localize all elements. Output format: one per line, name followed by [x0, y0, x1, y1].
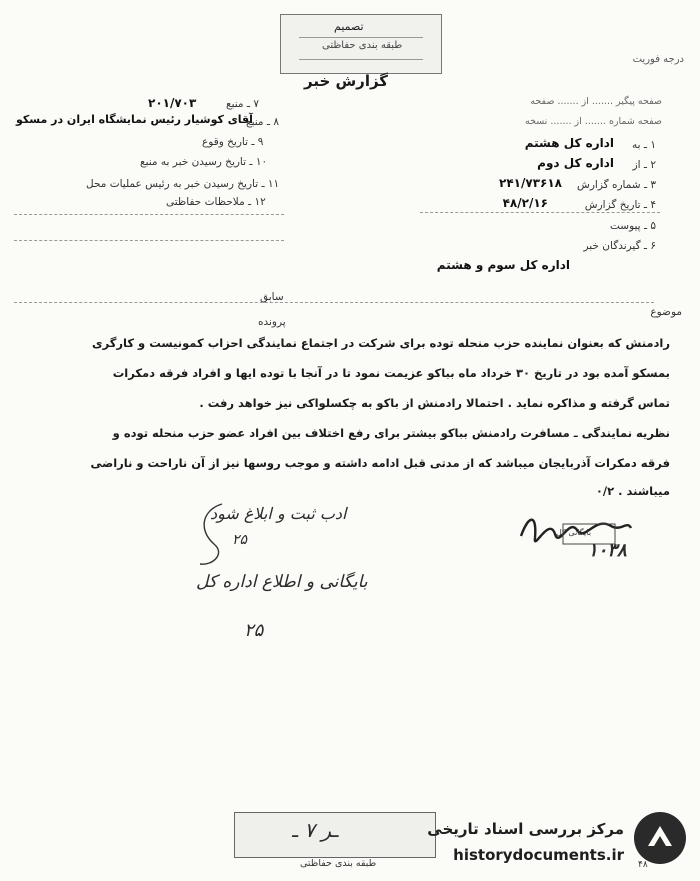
- handwriting-flourish: [192, 500, 232, 570]
- handwritten-note-2: بایگانی و اطلاع اداره کل: [196, 572, 368, 592]
- item3-value: ۲۴۱/۷۳۶۱۸: [499, 176, 562, 190]
- item6-label: ۶ ـ گیرندگان خبر: [583, 240, 656, 252]
- bottom-stamp-text: طبقه بندی حفاظتی: [300, 858, 377, 869]
- body-line-5: فرقه دمکرات آذربایجان میباشد که از مدتی قبل ادامه داشته و موجب روسها نیز از آن ناراحت و ناراضی: [90, 456, 670, 470]
- body-line-3: تماس گرفته و مذاکره نماید . احتمالا رادمنش از باکو به چکسلواکی نیز خواهد رفت .: [199, 396, 670, 410]
- watermark-logo: [634, 812, 686, 864]
- item8-value: آقای کوشیار رئیس نمایشگاه ایران در مسکو: [16, 113, 253, 126]
- body-line-1: رادمنش که بعنوان نماینده حزب منحله توده برای شرکت در اجتماع نمایندگی احزاب کمونیست و کارگری: [92, 336, 670, 350]
- item4-value: ۴۸/۲/۱۶: [502, 196, 548, 210]
- item3-label: ۳ ـ شماره گزارش: [577, 179, 656, 191]
- signature-stamp-text: بایگانی کل: [556, 528, 592, 537]
- signature-number: ۱۰۳۸: [588, 540, 627, 561]
- page-label: صفحه پیگیر ....... از ....... صفحه: [530, 96, 662, 107]
- priority-label: درجه فوریت: [632, 54, 684, 65]
- item9-label: ۹ ـ تاریخ وقوع: [202, 136, 264, 148]
- watermark-logo-icon: [634, 812, 686, 864]
- page-number: ۴۸: [638, 860, 648, 870]
- item8-label: ۸ ـ منبع: [246, 116, 279, 128]
- shared-label: سابق: [260, 291, 284, 303]
- handwritten-note-1-mark: ۲۵: [232, 532, 248, 548]
- item1-value: اداره کل هشتم: [524, 136, 614, 150]
- body-line-4: نظریه نمایندگی ـ مسافرت رادمنش بباکو بیشتر برای رفع اختلاف بین افراد عضو حزب منحله توده و: [112, 426, 670, 440]
- stamp-top-text: تصمیم: [334, 20, 364, 33]
- bottom-stamp-scribble: ـر ۷ ـ: [292, 818, 339, 842]
- handwritten-note-3: ۲۵: [244, 620, 264, 641]
- subject-label: موضوع: [650, 306, 682, 318]
- item6-value: اداره کل سوم و هشتم: [436, 258, 570, 272]
- stamp-classification-text: طبقه بندی حفاظتی: [322, 40, 403, 51]
- watermark-url: historydocuments.ir: [453, 846, 624, 864]
- document-title: گزارش خبر: [304, 72, 389, 90]
- watermark-title: مرکز بررسی اسناد تاریخی: [427, 820, 624, 838]
- item12-label: ۱۲ ـ ملاحظات حفاظتی: [166, 196, 266, 208]
- item4-label: ۴ ـ تاریخ گزارش: [584, 199, 656, 211]
- left-divider: [14, 214, 284, 216]
- item2-value: اداره کل دوم: [537, 156, 614, 170]
- item7-value: ۲۰۱/۷۰۳: [148, 96, 197, 110]
- handwritten-note-1: ادب ثبت و ابلاغ شود: [210, 504, 347, 523]
- left-divider-2: [14, 240, 284, 242]
- subject-divider: [14, 302, 654, 304]
- item2-label: ۲ ـ از: [632, 159, 656, 171]
- right-divider: [420, 212, 660, 214]
- body-line-2: بمسکو آمده بود در تاریخ ۳۰ خرداد ماه بباکو عزیمت نمود تا در آنجا با توده ایها و افراد فرقه دمکرات: [112, 366, 670, 380]
- proxy-label: پرونده: [258, 316, 286, 328]
- item1-label: ۱ ـ به: [632, 139, 656, 151]
- copy-label: صفحه شماره ....... از ....... نسخه: [525, 116, 662, 127]
- item5-label: ۵ ـ پیوست: [609, 220, 656, 232]
- item7-label: ۷ ـ منبع: [226, 98, 259, 110]
- item10-label: ۱۰ ـ تاریخ رسیدن خبر به منبع: [140, 156, 268, 168]
- item11-label: ۱۱ ـ تاریخ رسیدن خبر به رئیس عملیات محل: [86, 178, 280, 190]
- body-line-6: میباشند . ۰/۲: [595, 484, 670, 498]
